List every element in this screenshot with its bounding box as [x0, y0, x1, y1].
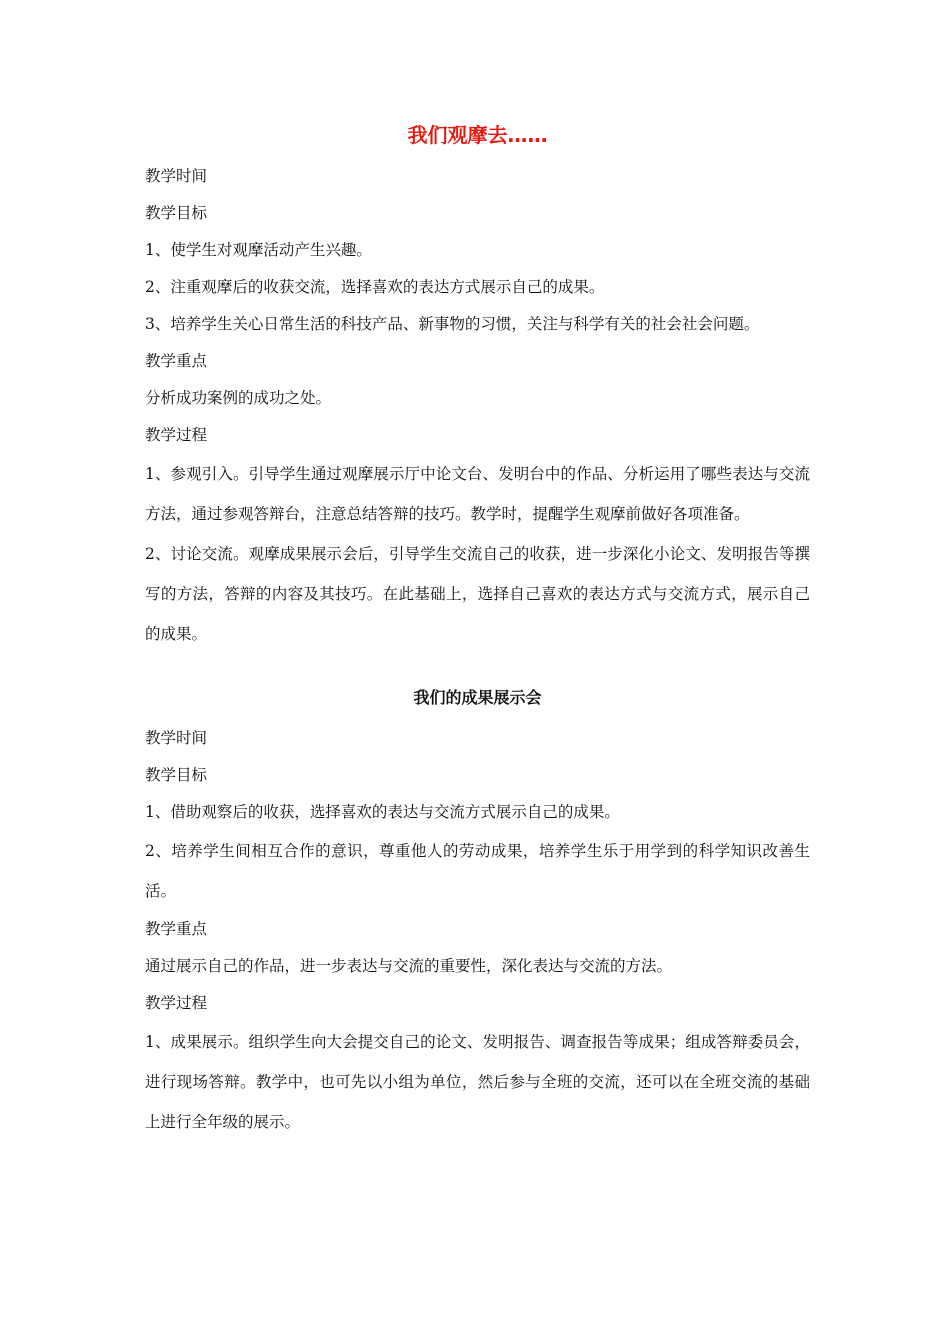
section1-process-label: 教学过程: [145, 426, 208, 444]
section1-goal-1: 1、使学生对观摩活动产生兴趣。: [145, 241, 372, 259]
section2-goal-2: 2、培养学生间相互合作的意识，尊重他人的劳动成果，培养学生乐于用学到的科学知识改善生活。: [145, 842, 810, 900]
document-title: 我们观摩去……: [407, 123, 548, 147]
document-body: [145, 120, 810, 1142]
section1-goal-3: 3、培养学生关心日常生活的科技产品、新事物的习惯，关注与科学有关的社会社会问题。: [145, 315, 760, 333]
section1-goal-label: 教学目标: [145, 204, 208, 222]
section2-goal-label: 教学目标: [145, 766, 208, 784]
section2-time-label: 教学时间: [145, 729, 208, 747]
section2-goal-1: 1、借助观察后的收获，选择喜欢的表达与交流方式展示自己的成果。: [145, 803, 620, 821]
section2-key-label: 教学重点: [145, 920, 208, 938]
section1-key: 分析成功案例的成功之处。: [145, 389, 332, 407]
section-subtitle: 我们的成果展示会: [413, 688, 542, 707]
section1-process-1: 1、参观引入。引导学生通过观摩展示厅中论文台、发明台中的作品、分析运用了哪些表达与交流方法，通过参观答辩台，注意总结答辩的技巧。教学时，提醒学生观摩前做好各项准备。: [145, 465, 810, 523]
section1-goal-2: 2、注重观摩后的收获交流，选择喜欢的表达方式展示自己的成果。: [145, 278, 605, 296]
section2-process-1: 1、成果展示。组织学生向大会提交自己的论文、发明报告、调查报告等成果；组成答辩委员会，进行现场答辩。教学中，也可先以小组为单位，然后参与全班的交流，还可以在全班交流的基础上进行全年级的展示。: [145, 1033, 810, 1131]
section1-process-2: 2、讨论交流。观摩成果展示会后，引导学生交流自己的收获，进一步深化小论文、发明报告等撰写的方法，答辩的内容及其技巧。在此基础上，选择自己喜欢的表达方式与交流方式，展示自己的成果。: [145, 545, 810, 643]
section1-key-label: 教学重点: [145, 352, 208, 370]
section2-process-label: 教学过程: [145, 994, 208, 1012]
section2-key: 通过展示自己的作品，进一步表达与交流的重要性，深化表达与交流的方法。: [145, 957, 673, 975]
section1-time-label: 教学时间: [145, 167, 208, 185]
